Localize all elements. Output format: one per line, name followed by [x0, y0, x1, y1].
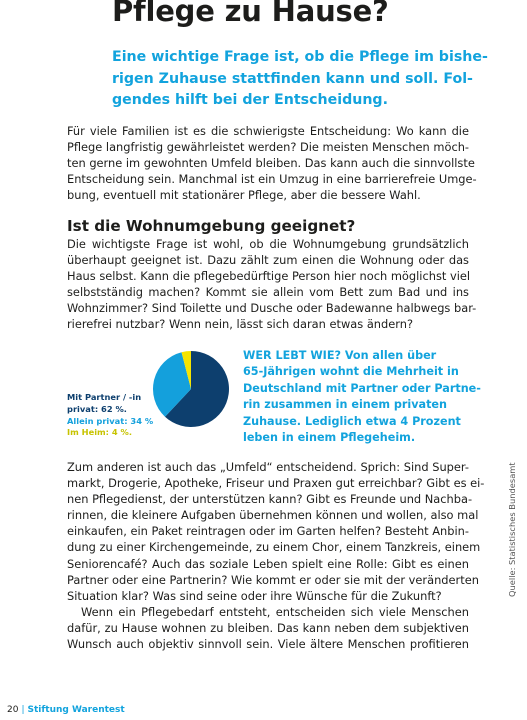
text-line: Partner oder eine Partnerin? Wie kommt er oder sie mit der veränderten	[67, 572, 479, 587]
footer-separator: |	[21, 705, 25, 715]
callout-line: leben in einem Pflegeheim.	[243, 431, 416, 445]
callout-line: rin zusammen in einem privaten	[243, 398, 447, 412]
text-line: ten gerne im gewohnten Umfeld bleiben. Das kann auch die sinnvollste	[67, 156, 475, 171]
lead-text	[112, 47, 488, 112]
text-line: Wohnzimmer? Sind Toilette und Dusche oder Badewanne halbwegs bar-	[67, 301, 477, 316]
callout-box	[243, 348, 481, 446]
lead-line: rigen Zuhause stattfinden kann und soll. Fol-	[112, 70, 473, 87]
text-line: Wenn ein Pflegebedarf entsteht, entscheiden sich viele Menschen	[81, 605, 469, 619]
text-line: selbstständig machen? Kommt sie allein vom Bett zum Bad und ins	[67, 285, 469, 300]
text-line: nen Pflegedienst, der unterstützen kann? Gibt es Freunde und Nachba-	[67, 492, 473, 507]
brand-name: Stiftung Warentest	[27, 705, 125, 715]
source-note: Quelle: Statistisches Bundesamt	[507, 462, 517, 597]
section-paragraph-3	[67, 604, 469, 652]
text-line: überhaupt geeignet ist. Dazu zählt zum einen die Wohnung oder das	[67, 253, 469, 268]
text-line: rinnen, die kleinere Aufgaben übernehmen können und wollen, also mal	[67, 508, 479, 523]
pie-legend	[67, 392, 153, 439]
intro-paragraph	[67, 123, 477, 203]
text-line: Zum anderen ist auch das „Umfeld“ entscheidend. Sprich: Sind Super-	[67, 460, 469, 474]
text-line: Situation klar? Was sind seine oder ihre Wünsche für die Zukunft?	[67, 588, 442, 603]
page-footer	[7, 705, 125, 715]
text-line: dung zu einer Kirchengemeinde, zu einem Chor, einem Tanzkreis, einem	[67, 540, 481, 555]
pie-legend-label: Allein privat: 34 %	[67, 415, 154, 426]
text-line: Wunsch auch objektiv sinnvoll sein. Viele ältere Menschen profitieren	[67, 637, 469, 652]
text-line: Haus selbst. Kann die pflegebedürftige Person hier noch möglichst viel	[67, 269, 471, 284]
lead-line: gendes hilft bei der Entscheidung.	[112, 92, 388, 108]
text-line: bung, eventuell mit stationärer Pflege, aber die bessere Wahl.	[67, 188, 421, 203]
callout-line: 65-Jährigen wohnt die Mehrheit in	[243, 365, 459, 379]
pie-legend-label: Mit Partner / -in	[67, 392, 142, 402]
page-title: Pflege zu Hause?	[112, 0, 389, 28]
lead-line: Eine wichtige Frage ist, ob die Pflege im bishe-	[112, 49, 488, 65]
text-line: Pflege langfristig gewährleistet werden? Die meisten Menschen möch-	[67, 140, 470, 155]
pie-legend-label: privat: 62 %.	[67, 403, 127, 414]
pie-chart	[152, 350, 230, 428]
text-line: einkaufen, ein Paket reintragen oder im Garten helfen? Besteht Anbin-	[67, 524, 469, 539]
text-line: Seniorencafé? Auch das soziale Leben spielt eine Rolle: Gibt es einen	[67, 556, 469, 571]
text-line: dafür, zu Hause wohnen zu bleiben. Das kann neben dem subjektiven	[67, 621, 469, 636]
text-line: markt, Drogerie, Apotheke, Friseur und Praxen gut erreichbar? Gibt es ei-	[67, 476, 485, 491]
callout-line: Zuhause. Lediglich etwa 4 Prozent	[243, 414, 461, 428]
section-paragraph-1	[67, 236, 477, 333]
callout-line: WER LEBT WIE? Von allen über	[243, 349, 437, 362]
text-line: rierefrei nutzbar? Wenn nein, lässt sich daran etwas ändern?	[67, 317, 414, 332]
text-line: Für viele Familien ist es die schwierigste Entscheidung: Wo kann die	[67, 124, 469, 138]
pie-legend-label: Im Heim: 4 %.	[67, 427, 133, 438]
callout-line: Deutschland mit Partner oder Partne-	[243, 381, 481, 395]
page-number: 20	[7, 705, 19, 715]
text-line: Entscheidung sein. Manchmal ist ein Umzug in eine barrierefreie Umge-	[67, 172, 477, 187]
section-paragraph-2	[67, 459, 485, 604]
section-heading: Ist die Wohnumgebung geeignet?	[67, 217, 356, 235]
text-line: Die wichtigste Frage ist wohl, ob die Wohnumgebung grundsätzlich	[67, 237, 469, 251]
